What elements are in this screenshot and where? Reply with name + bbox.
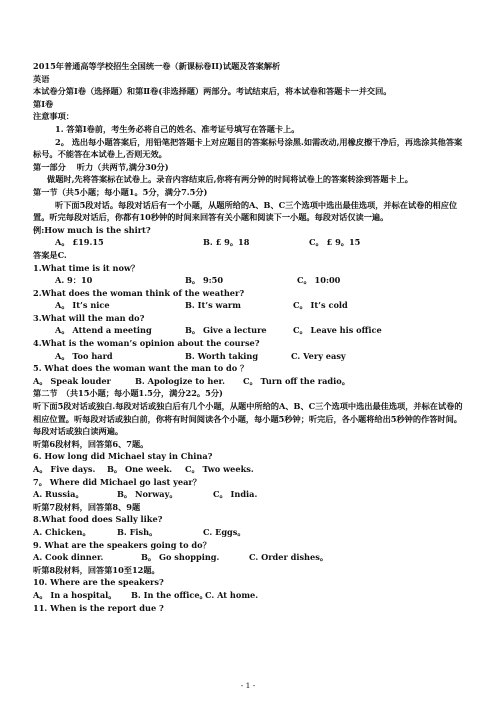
document-body	[33, 60, 463, 614]
question-4-options	[33, 350, 463, 363]
option-a: A. Russia。	[33, 489, 84, 500]
option-b: B。 Norway。	[117, 489, 178, 500]
option-a: A。 Attend a meeting	[55, 325, 152, 336]
question-8: 8.What food does Sally like?	[33, 514, 163, 525]
option-b: B. £ 9。18	[203, 237, 250, 248]
example-question: 例:How much is the shirt?	[33, 224, 151, 235]
option-b: B。 Give a lecture	[185, 325, 267, 336]
option-a: A。 In a hospital。	[33, 589, 117, 600]
note-2: 2。 选出每小题答案后，用铅笔把答题卡上对应题目的答案标号涂黑.如需改动,用橡皮擦干净后，再选涂其他答案标号。不能答在本试卷上,否则无效。	[33, 136, 463, 160]
option-c: C. Order dishes。	[249, 552, 329, 563]
section2-heading: 第二节 （共15小题；每小题1.5分，满分22。5分)	[33, 388, 223, 399]
question-1: 1.What time is it now？	[33, 262, 140, 273]
question-2: 2.What does the woman think of the weather?	[33, 287, 245, 298]
option-c: C。 It’s cold	[293, 300, 348, 311]
material-8-heading: 听第8段材料，回答第10至12题。	[33, 564, 160, 575]
option-c: C。 Leave his office	[293, 325, 382, 336]
note-1: 1. 答第I卷前，考生务必将自己的姓名、准考证号填写在答题卡上。	[55, 123, 300, 134]
option-c: C。 India.	[213, 489, 258, 500]
question-1-options	[33, 274, 463, 287]
example-options	[33, 236, 463, 249]
question-8-options	[33, 526, 463, 539]
option-b: B. Worth taking	[185, 350, 259, 361]
intro-text: 本试卷分第I卷（选择题）和第Ⅱ卷(非选择题）两部分。考试结束后，将本试卷和答题卡一并交回。	[33, 86, 392, 97]
material-7-heading: 听第7段材料，回答第8、9题	[33, 501, 141, 512]
notes-heading: 注意事项：	[33, 111, 74, 122]
doc-title: 2015年普通高等学校招生全国统一卷（新课标卷II)试题及答案解析	[33, 61, 281, 71]
section1-heading: 第一节（共5小题；每小题1。5分，满分7.5分)	[33, 186, 208, 197]
option-b: B. Apologize to her.	[135, 375, 225, 386]
question-9: 9. What are the speakers going to do？	[33, 539, 211, 550]
option-b: B. Fish。	[117, 526, 158, 537]
option-b: B。 Go shopping.	[141, 552, 220, 563]
page-number: - 1 -	[240, 681, 256, 690]
section2-description: 听下面5段对话或独白.每段对话或独白后有几个小题，从题中所给的A、B、C三个选项中选出最佳选项，并标在试卷的相应位置。听每段对话或独白前，你将有时间阅读各个小题，每小题5秒钟；听完后，各小题将给出5秒钟的作答时间。每段对话或独白读两遍。	[33, 401, 463, 437]
question-10: 10. Where are the speakers?	[33, 577, 164, 588]
option-b: B。 One week.	[107, 464, 173, 474]
option-c: C. Eggs。	[203, 526, 246, 537]
section1-description: 听下面5段对话。每段对话后有一个小题，从题所给的A、B、C三个选项中选出最佳选项，并标在试卷的相应位置。听完每段对话后，你都有10秒钟的时间来回答有关小题和阅读下一小题。每段对话仅读一遍。	[33, 199, 458, 223]
option-a: A。 It’s nice	[55, 300, 110, 311]
listening-section-heading: 第一部分 听力（共两节,满分30分)	[33, 161, 169, 172]
question-3-options	[33, 324, 463, 337]
question-5-options	[33, 375, 463, 388]
option-b: B. It’s warm	[185, 300, 241, 311]
option-a: A. Cook dinner.	[33, 552, 104, 563]
example-answer: 答案是C.	[33, 249, 67, 260]
option-c: C。 Turn off the radio。	[243, 375, 350, 386]
option-a: A。 Speak louder	[33, 375, 111, 386]
option-c: C。 Two weeks.	[185, 464, 254, 474]
question-6: 6. How long did Michael stay in China?	[33, 451, 213, 462]
question-5: 5. What does the woman want the man to do ？	[33, 363, 249, 374]
question-3: 3.What will the man do?	[33, 312, 145, 323]
option-a: A。 £19.15	[55, 237, 104, 248]
option-c: C. Very easy	[291, 350, 346, 361]
question-7-options	[33, 488, 463, 501]
option-a: A。 Too hard	[55, 350, 113, 361]
question-9-options	[33, 551, 463, 564]
question-7: 7。 Where did Michael go last year？	[33, 476, 201, 487]
listening-intro: 做题时,先将答案标在试卷上。录音内容结束后,你将有两分钟的时间将试卷上的答案转涂到答题卡上。	[47, 174, 413, 185]
material-6-heading: 听第6段材料，回答第6、7题。	[33, 438, 149, 449]
option-b: B. In the office。	[131, 589, 208, 600]
question-6-options	[33, 463, 463, 476]
question-2-options	[33, 299, 463, 312]
question-11: 11. When is the report due ?	[33, 602, 164, 613]
subject-heading: 英语	[33, 73, 50, 84]
option-c: C。 10:00	[297, 275, 341, 286]
option-a: A. 9：10	[55, 275, 93, 286]
question-4: 4.What is the woman’s opinion about the course?	[33, 338, 260, 349]
question-10-options	[33, 589, 463, 602]
option-c: C. At home.	[205, 589, 259, 600]
part-heading: 第I卷	[33, 98, 54, 109]
option-b: B。 9:50	[185, 275, 224, 286]
option-c: C。 £ 9。15	[309, 237, 361, 248]
option-a: A. Chicken。	[33, 526, 91, 537]
option-a: A。 Five days.	[33, 464, 96, 474]
